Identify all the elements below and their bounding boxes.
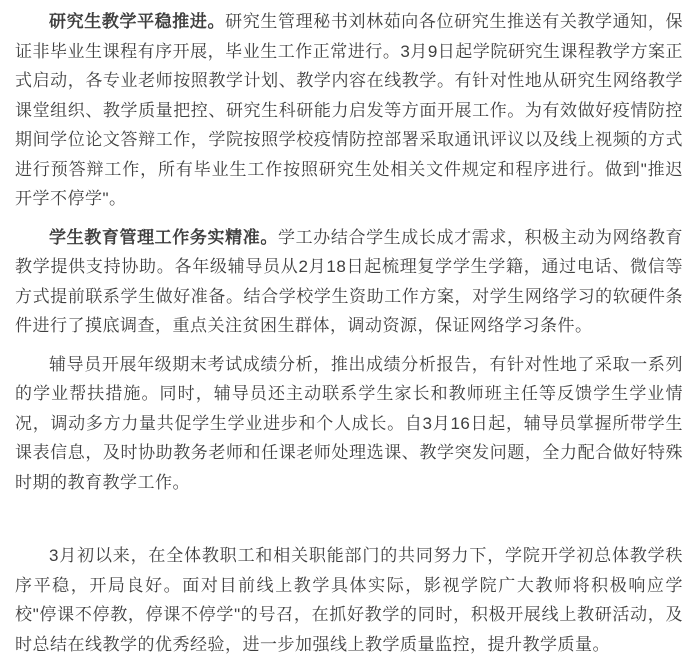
- paragraph-body-student-management: 学工办结合学生成长成才需求，积极主动为网络教育教学提供支持协助。各年级辅导员从2月18日起梳理复学学生学籍，通过电话、微信等方式提前联系学生做好准备。结合学校学生资助工作方案，对学生网络学习的软硬件条件进行了摸底调查，重点关注贫困生群体，调动资源，保证网络学习条件。: [15, 227, 684, 335]
- paragraph-graduate-teaching: [15, 7, 683, 214]
- paragraph-summary: [15, 541, 683, 659]
- paragraph-counselor-work: [15, 350, 683, 498]
- paragraph-body-summary: 3月初以来，在全体教职工和相关职能部门的共同努力下，学院开学初总体教学秩序平稳，开局良好。面对目前线上教学具体实际，影视学院广大教师将积极响应学校"停课不停教，停课不停学"的号召，在抓好教学的同时，积极开展线上教研活动，及时总结在线教学的优秀经验，进一步加强线上教学质量监控，提升教学质量。: [15, 546, 683, 654]
- paragraph-student-management: [15, 223, 683, 341]
- paragraph-body-counselor-work: 辅导员开展年级期末考试成绩分析，推出成绩分析报告，有针对性地了采取一系列的学业帮扶措施。同时，辅导员还主动联系学生家长和教师班主任等反馈学生学业情况，调动多方力量共促学生学业进步和个人成长。自3月16日起，辅导员掌握所带学生课表信息，及时协助教务老师和任课老师处理选课、教学突发问题，全力配合做好特殊时期的教育教学工作。: [15, 354, 683, 492]
- paragraph-lead-student-management: 学生教育管理工作务实精准。: [49, 227, 278, 247]
- paragraph-body-graduate-teaching: 研究生管理秘书刘林茹向各位研究生推送有关教学通知，保证非毕业生课程有序开展，毕业生工作正常进行。3月9日起学院研究生课程教学方案正式启动，各专业老师按照教学计划、教学内容在线教学。有针对性地从研究生网络教学课堂组织、教学质量把控、研究生科研能力启发等方面开展工作。为有效做好疫情防控期间学位论文答辩工作，学院按照学校疫情防控部署采取通讯评议以及线上视频的方式进行预答辩工作，所有毕业生工作按照研究生处相关文件规定和程序进行。做到"推迟开学不停学"。: [15, 12, 684, 208]
- paragraph-lead-graduate-teaching: 研究生教学平稳推进。: [49, 12, 226, 31]
